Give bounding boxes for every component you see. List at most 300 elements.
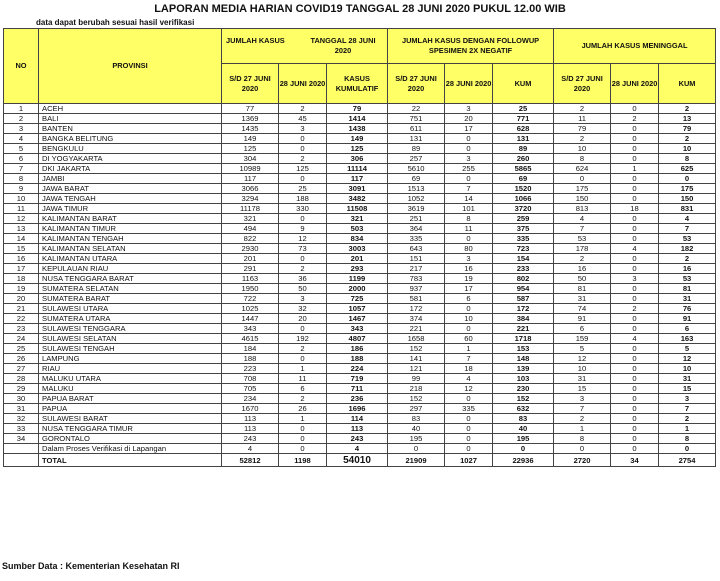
cell-no: 34 xyxy=(4,434,39,444)
cell-kk: 293 xyxy=(327,264,388,274)
cell-f27: 217 xyxy=(388,264,445,274)
cell-mk: 5 xyxy=(659,344,716,354)
cell-no: 4 xyxy=(4,134,39,144)
cell-k27: 243 xyxy=(222,434,279,444)
cell-kk: 125 xyxy=(327,144,388,154)
cell-k27: 1025 xyxy=(222,304,279,314)
cell-m27: 15 xyxy=(554,384,611,394)
cell-provinsi: SUMATERA UTARA xyxy=(39,314,222,324)
cell-k28: 0 xyxy=(279,214,327,224)
cell-f28: 14 xyxy=(445,194,493,204)
table-row xyxy=(4,364,716,374)
cell-k27: 343 xyxy=(222,324,279,334)
cell-f27: 151 xyxy=(388,254,445,264)
table-row xyxy=(4,384,716,394)
cell-fk: 259 xyxy=(493,214,554,224)
cell-kk: 201 xyxy=(327,254,388,264)
cell-provinsi: LAMPUNG xyxy=(39,354,222,364)
cell-m27: 31 xyxy=(554,374,611,384)
cell-provinsi: RIAU xyxy=(39,364,222,374)
cell-m27: 5 xyxy=(554,344,611,354)
cell-provinsi: DKI JAKARTA xyxy=(39,164,222,174)
cell-f27: 751 xyxy=(388,114,445,124)
cell-provinsi: Dalam Proses Verifikasi di Lapangan xyxy=(39,444,222,454)
cell-k28: 192 xyxy=(279,334,327,344)
cell-m27: 53 xyxy=(554,234,611,244)
cell-f28: 17 xyxy=(445,124,493,134)
cell-fk: 153 xyxy=(493,344,554,354)
cell-m27: 178 xyxy=(554,244,611,254)
cell-mk: 182 xyxy=(659,244,716,254)
cell-kk: 117 xyxy=(327,174,388,184)
cell-no: 33 xyxy=(4,424,39,434)
cell-k27: 722 xyxy=(222,294,279,304)
cell-no: 29 xyxy=(4,384,39,394)
cell-mk: 53 xyxy=(659,274,716,284)
cell-mk: 7 xyxy=(659,404,716,414)
cell-mk: 6 xyxy=(659,324,716,334)
cell-k28: 2 xyxy=(279,344,327,354)
cell-no xyxy=(4,444,39,454)
cell-kk: 1414 xyxy=(327,114,388,124)
cell-no: 12 xyxy=(4,214,39,224)
cell-f27: 83 xyxy=(388,414,445,424)
report-title: LAPORAN MEDIA HARIAN COVID19 TANGGAL 28 JUNI 2020 PUKUL 12.00 WIB xyxy=(154,3,566,15)
cell-f28: 0 xyxy=(445,134,493,144)
cell-kk: 503 xyxy=(327,224,388,234)
cell-k28: 125 xyxy=(279,164,327,174)
cell-no: 16 xyxy=(4,254,39,264)
cell-kk: 719 xyxy=(327,374,388,384)
cell-f28: 0 xyxy=(445,174,493,184)
cell-provinsi: SULAWESI BARAT xyxy=(39,414,222,424)
source-note: Sumber Data : Kementerian Kesehatan RI xyxy=(2,561,180,571)
cell-f27: 5610 xyxy=(388,164,445,174)
cell-k27: 822 xyxy=(222,234,279,244)
cell-fk: 148 xyxy=(493,354,554,364)
cell-m28: 0 xyxy=(611,434,659,444)
cell-f28: 60 xyxy=(445,334,493,344)
cell-k28: 0 xyxy=(279,144,327,154)
cell-k28: 2 xyxy=(279,154,327,164)
cell-no: 19 xyxy=(4,284,39,294)
cell-no: 7 xyxy=(4,164,39,174)
table-row xyxy=(4,204,716,214)
cell-kk: 1438 xyxy=(327,124,388,134)
cell-m28: 0 xyxy=(611,424,659,434)
cell-kk: 243 xyxy=(327,434,388,444)
cell-fk: 139 xyxy=(493,364,554,374)
cell-m27: 7 xyxy=(554,224,611,234)
table-row xyxy=(4,434,716,444)
total-label: TOTAL xyxy=(39,454,222,467)
cell-f28: 0 xyxy=(445,144,493,154)
cell-provinsi: KALIMANTAN UTARA xyxy=(39,254,222,264)
cell-mk: 31 xyxy=(659,374,716,384)
cell-no: 5 xyxy=(4,144,39,154)
cell-provinsi: NUSA TENGGARA TIMUR xyxy=(39,424,222,434)
cell-k28: 45 xyxy=(279,114,327,124)
cell-k27: 113 xyxy=(222,414,279,424)
table-row xyxy=(4,294,716,304)
cell-k28: 6 xyxy=(279,384,327,394)
cell-m28: 18 xyxy=(611,204,659,214)
cell-f28: 0 xyxy=(445,434,493,444)
cell-k27: 201 xyxy=(222,254,279,264)
cell-no: 24 xyxy=(4,334,39,344)
cell-k27: 11178 xyxy=(222,204,279,214)
table-row xyxy=(4,254,716,264)
total-k27: 52812 xyxy=(222,454,279,467)
cell-mk: 10 xyxy=(659,364,716,374)
cell-fk: 103 xyxy=(493,374,554,384)
cell-m27: 50 xyxy=(554,274,611,284)
cell-fk: 628 xyxy=(493,124,554,134)
header-kasus-date: TANGGAL 28 JUNI 2020 xyxy=(310,36,376,55)
cell-mk: 15 xyxy=(659,384,716,394)
cell-k28: 330 xyxy=(279,204,327,214)
table-row xyxy=(4,214,716,224)
cell-no: 2 xyxy=(4,114,39,124)
cell-kk: 321 xyxy=(327,214,388,224)
cell-f27: 89 xyxy=(388,144,445,154)
cell-m28: 0 xyxy=(611,324,659,334)
cell-k27: 10989 xyxy=(222,164,279,174)
cell-kk: 1467 xyxy=(327,314,388,324)
cell-kk: 3482 xyxy=(327,194,388,204)
cell-m27: 79 xyxy=(554,124,611,134)
table-row xyxy=(4,374,716,384)
cell-no: 11 xyxy=(4,204,39,214)
cell-provinsi: BANTEN xyxy=(39,124,222,134)
header-followup-group: JUMLAH KASUS DENGAN FOLLOWUP SPESIMEN 2X NEGATIF xyxy=(388,29,554,64)
cell-f28: 80 xyxy=(445,244,493,254)
cell-provinsi: KALIMANTAN TENGAH xyxy=(39,234,222,244)
table-row xyxy=(4,324,716,334)
cell-f27: 0 xyxy=(388,444,445,454)
cell-m28: 0 xyxy=(611,104,659,114)
cell-m27: 16 xyxy=(554,264,611,274)
cell-kk: 343 xyxy=(327,324,388,334)
cell-mk: 12 xyxy=(659,354,716,364)
cell-mk: 8 xyxy=(659,154,716,164)
table-row xyxy=(4,124,716,134)
cell-k28: 1 xyxy=(279,414,327,424)
cell-kk: 149 xyxy=(327,134,388,144)
table-row xyxy=(4,274,716,284)
cell-fk: 335 xyxy=(493,234,554,244)
cell-mk: 1 xyxy=(659,424,716,434)
total-no-cell xyxy=(4,454,39,467)
cell-k28: 2 xyxy=(279,104,327,114)
cell-m27: 91 xyxy=(554,314,611,324)
header-kasus-kumulatif: KASUS KUMULATIF xyxy=(327,64,388,104)
cell-no: 3 xyxy=(4,124,39,134)
cell-f27: 221 xyxy=(388,324,445,334)
cell-fk: 5865 xyxy=(493,164,554,174)
cell-kk: 1696 xyxy=(327,404,388,414)
cell-f28: 3 xyxy=(445,254,493,264)
cell-mk: 831 xyxy=(659,204,716,214)
cell-m27: 2 xyxy=(554,414,611,424)
cell-no: 25 xyxy=(4,344,39,354)
table-row xyxy=(4,314,716,324)
cell-provinsi: SULAWESI TENGGARA xyxy=(39,324,222,334)
cell-mk: 163 xyxy=(659,334,716,344)
cell-m28: 0 xyxy=(611,314,659,324)
cell-kk: 236 xyxy=(327,394,388,404)
table-row xyxy=(4,414,716,424)
cell-fk: 723 xyxy=(493,244,554,254)
cell-f28: 18 xyxy=(445,364,493,374)
cell-mk: 0 xyxy=(659,174,716,184)
cell-f27: 1513 xyxy=(388,184,445,194)
total-kk: 54010 xyxy=(327,454,388,467)
cell-m28: 0 xyxy=(611,374,659,384)
cell-k28: 9 xyxy=(279,224,327,234)
cell-k27: 1670 xyxy=(222,404,279,414)
cell-m28: 1 xyxy=(611,164,659,174)
cell-fk: 83 xyxy=(493,414,554,424)
cell-provinsi: ACEH xyxy=(39,104,222,114)
cell-m28: 0 xyxy=(611,264,659,274)
covid-report-table xyxy=(3,28,716,467)
cell-f27: 297 xyxy=(388,404,445,414)
cell-m28: 0 xyxy=(611,394,659,404)
cell-kk: 1199 xyxy=(327,274,388,284)
cell-m28: 4 xyxy=(611,244,659,254)
cell-k27: 1435 xyxy=(222,124,279,134)
cell-m27: 2 xyxy=(554,254,611,264)
cell-k27: 223 xyxy=(222,364,279,374)
cell-no: 22 xyxy=(4,314,39,324)
cell-m28: 2 xyxy=(611,304,659,314)
cell-no: 10 xyxy=(4,194,39,204)
cell-fk: 172 xyxy=(493,304,554,314)
cell-m27: 175 xyxy=(554,184,611,194)
cell-m27: 8 xyxy=(554,434,611,444)
cell-f27: 218 xyxy=(388,384,445,394)
total-row xyxy=(4,454,716,467)
cell-mk: 79 xyxy=(659,124,716,134)
cell-m27: 3 xyxy=(554,394,611,404)
header-kasus-group xyxy=(222,29,388,64)
cell-provinsi: PAPUA xyxy=(39,404,222,414)
cell-m27: 1 xyxy=(554,424,611,434)
cell-k28: 25 xyxy=(279,184,327,194)
cell-k28: 0 xyxy=(279,324,327,334)
cell-k28: 188 xyxy=(279,194,327,204)
cell-no: 8 xyxy=(4,174,39,184)
total-fk: 22936 xyxy=(493,454,554,467)
cell-f28: 6 xyxy=(445,294,493,304)
cell-f28: 3 xyxy=(445,104,493,114)
cell-mk: 16 xyxy=(659,264,716,274)
cell-provinsi: MALUKU UTARA xyxy=(39,374,222,384)
cell-m28: 0 xyxy=(611,284,659,294)
cell-k27: 149 xyxy=(222,134,279,144)
cell-f27: 99 xyxy=(388,374,445,384)
cell-fk: 1066 xyxy=(493,194,554,204)
cell-f27: 364 xyxy=(388,224,445,234)
cell-kk: 725 xyxy=(327,294,388,304)
cell-m27: 74 xyxy=(554,304,611,314)
cell-f28: 335 xyxy=(445,404,493,414)
cell-m27: 11 xyxy=(554,114,611,124)
cell-kk: 1057 xyxy=(327,304,388,314)
cell-k28: 3 xyxy=(279,124,327,134)
cell-f27: 335 xyxy=(388,234,445,244)
cell-no: 17 xyxy=(4,264,39,274)
cell-k28: 2 xyxy=(279,394,327,404)
cell-f27: 1052 xyxy=(388,194,445,204)
cell-f27: 783 xyxy=(388,274,445,284)
cell-no: 6 xyxy=(4,154,39,164)
cell-kk: 11508 xyxy=(327,204,388,214)
report-subtitle: data dapat berubah sesuai hasil verifikasi xyxy=(36,18,195,27)
cell-k28: 12 xyxy=(279,234,327,244)
table-row xyxy=(4,394,716,404)
table-row xyxy=(4,284,716,294)
cell-m28: 3 xyxy=(611,274,659,284)
cell-mk: 0 xyxy=(659,444,716,454)
cell-f27: 257 xyxy=(388,154,445,164)
cell-k28: 0 xyxy=(279,174,327,184)
cell-fk: 154 xyxy=(493,254,554,264)
cell-m28: 0 xyxy=(611,194,659,204)
cell-no: 13 xyxy=(4,224,39,234)
table-row xyxy=(4,264,716,274)
cell-f28: 0 xyxy=(445,424,493,434)
cell-f28: 0 xyxy=(445,444,493,454)
total-k28: 1198 xyxy=(279,454,327,467)
cell-kk: 4 xyxy=(327,444,388,454)
total-mk: 2754 xyxy=(659,454,716,467)
table-row xyxy=(4,354,716,364)
cell-m28: 0 xyxy=(611,154,659,164)
cell-k28: 0 xyxy=(279,424,327,434)
cell-f27: 131 xyxy=(388,134,445,144)
cell-kk: 114 xyxy=(327,414,388,424)
cell-k27: 321 xyxy=(222,214,279,224)
cell-m27: 31 xyxy=(554,294,611,304)
cell-provinsi: KALIMANTAN SELATAN xyxy=(39,244,222,254)
cell-f27: 141 xyxy=(388,354,445,364)
cell-k28: 2 xyxy=(279,264,327,274)
cell-m28: 0 xyxy=(611,404,659,414)
cell-m27: 7 xyxy=(554,404,611,414)
cell-f27: 937 xyxy=(388,284,445,294)
cell-no: 20 xyxy=(4,294,39,304)
cell-m28: 0 xyxy=(611,414,659,424)
cell-no: 23 xyxy=(4,324,39,334)
header-kasus-sd27: S/D 27 JUNI 2020 xyxy=(222,64,279,104)
cell-m28: 0 xyxy=(611,294,659,304)
cell-k27: 291 xyxy=(222,264,279,274)
cell-k28: 1 xyxy=(279,364,327,374)
total-m28: 34 xyxy=(611,454,659,467)
cell-f27: 374 xyxy=(388,314,445,324)
cell-provinsi: BANGKA BELITUNG xyxy=(39,134,222,144)
cell-m28: 0 xyxy=(611,174,659,184)
cell-kk: 306 xyxy=(327,154,388,164)
cell-m27: 10 xyxy=(554,364,611,374)
cell-k28: 0 xyxy=(279,134,327,144)
header-followup-28: 28 JUNI 2020 xyxy=(445,64,493,104)
header-kasus-28: 28 JUNI 2020 xyxy=(279,64,327,104)
cell-k27: 708 xyxy=(222,374,279,384)
cell-f28: 17 xyxy=(445,284,493,294)
cell-f27: 611 xyxy=(388,124,445,134)
cell-k27: 1447 xyxy=(222,314,279,324)
cell-k27: 234 xyxy=(222,394,279,404)
cell-m28: 0 xyxy=(611,124,659,134)
cell-no: 18 xyxy=(4,274,39,284)
cell-m27: 81 xyxy=(554,284,611,294)
cell-fk: 587 xyxy=(493,294,554,304)
cell-m27: 0 xyxy=(554,174,611,184)
cell-m27: 12 xyxy=(554,354,611,364)
cell-k28: 20 xyxy=(279,314,327,324)
cell-f28: 20 xyxy=(445,114,493,124)
cell-m27: 8 xyxy=(554,154,611,164)
cell-m27: 10 xyxy=(554,144,611,154)
cell-fk: 1520 xyxy=(493,184,554,194)
cell-provinsi: BALI xyxy=(39,114,222,124)
cell-fk: 0 xyxy=(493,444,554,454)
cell-mk: 625 xyxy=(659,164,716,174)
cell-provinsi: SUMATERA BARAT xyxy=(39,294,222,304)
cell-mk: 4 xyxy=(659,214,716,224)
cell-provinsi: JAWA TIMUR xyxy=(39,204,222,214)
cell-k27: 1950 xyxy=(222,284,279,294)
cell-provinsi: JAWA TENGAH xyxy=(39,194,222,204)
cell-mk: 2 xyxy=(659,104,716,114)
cell-mk: 31 xyxy=(659,294,716,304)
cell-kk: 11114 xyxy=(327,164,388,174)
cell-no: 21 xyxy=(4,304,39,314)
cell-provinsi: SUMATERA SELATAN xyxy=(39,284,222,294)
cell-provinsi: MALUKU xyxy=(39,384,222,394)
cell-f28: 1 xyxy=(445,344,493,354)
cell-mk: 76 xyxy=(659,304,716,314)
table-row xyxy=(4,104,716,114)
cell-no: 31 xyxy=(4,404,39,414)
cell-fk: 89 xyxy=(493,144,554,154)
cell-k28: 3 xyxy=(279,294,327,304)
cell-fk: 40 xyxy=(493,424,554,434)
cell-mk: 53 xyxy=(659,234,716,244)
cell-f28: 101 xyxy=(445,204,493,214)
cell-k27: 4 xyxy=(222,444,279,454)
cell-k27: 117 xyxy=(222,174,279,184)
cell-f28: 4 xyxy=(445,374,493,384)
cell-f28: 0 xyxy=(445,324,493,334)
cell-k28: 36 xyxy=(279,274,327,284)
cell-f28: 11 xyxy=(445,224,493,234)
cell-k27: 2930 xyxy=(222,244,279,254)
cell-f27: 152 xyxy=(388,394,445,404)
cell-fk: 152 xyxy=(493,394,554,404)
table-row xyxy=(4,334,716,344)
cell-fk: 233 xyxy=(493,264,554,274)
cell-f28: 12 xyxy=(445,384,493,394)
table-row xyxy=(4,144,716,154)
cell-fk: 69 xyxy=(493,174,554,184)
cell-fk: 375 xyxy=(493,224,554,234)
cell-k28: 0 xyxy=(279,444,327,454)
cell-mk: 175 xyxy=(659,184,716,194)
